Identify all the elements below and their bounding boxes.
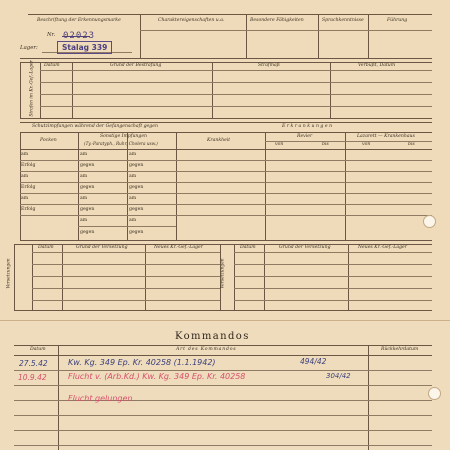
rule <box>40 94 432 95</box>
transfers-side-label-right: Versetzungen <box>220 258 226 289</box>
punish-col-date: Datum <box>44 63 60 68</box>
rule <box>234 300 432 301</box>
rule <box>14 415 432 416</box>
kommando-entry-date: 10.9.42 <box>18 373 47 382</box>
rule <box>368 14 369 58</box>
rule <box>140 30 432 31</box>
rule <box>20 122 432 123</box>
transfer-col-camp-right: Neues Kr.-Gef.-Lager <box>358 245 407 250</box>
rule <box>20 193 432 194</box>
rule <box>20 160 432 161</box>
rule <box>14 345 432 346</box>
vacc-mid-row: am <box>80 174 88 179</box>
rule <box>14 385 432 386</box>
vacc-mid-row: am <box>80 196 88 201</box>
kommando-col-date: Datum <box>30 347 46 352</box>
rule <box>28 14 432 15</box>
punish-col-penalty: Strafmaß <box>258 63 280 68</box>
punch-hole <box>428 387 441 400</box>
vacc-mid-row: am <box>80 218 88 223</box>
vacc-left-row: am <box>21 174 29 179</box>
vacc-col-other-sub: (Ty.-Paratyph., Ruhr, Cholera usw.) <box>84 141 158 146</box>
rule <box>14 310 432 311</box>
rule <box>32 276 220 277</box>
vacc-left-row: am <box>21 196 29 201</box>
vacc-left-row: Erfolg <box>21 207 36 212</box>
illnesses-title: Erkrankungen <box>282 124 334 129</box>
vacc-mid-row: gegen <box>80 185 95 190</box>
vacc-left-row: Erfolg <box>21 185 36 190</box>
transfer-col-reason-left: Grund der Versetzung <box>76 245 128 250</box>
vacc-right-row: gegen <box>129 163 144 168</box>
vacc-right-row: am <box>129 218 137 223</box>
rule <box>265 141 432 142</box>
kommando-entry-date: 27.5.42 <box>19 359 48 368</box>
rule <box>40 106 432 107</box>
rule <box>40 82 432 83</box>
kommando-col-type: Art des Kommandos <box>176 347 237 352</box>
rule <box>20 62 21 118</box>
rule <box>20 149 432 150</box>
transfer-col-date-right: Datum <box>240 245 256 250</box>
ill-col-illness: Krankheit <box>207 138 231 143</box>
vacc-right-row: gegen <box>129 207 144 212</box>
ill-col-hospital: Lazarett — Krankenhaus <box>357 134 415 139</box>
rule <box>234 276 432 277</box>
kommando-entry-extra: 304/42 <box>326 372 351 380</box>
kommando-entry-text: Kw. Kg. 349 Ep. Kr. 40258 (1.1.1942) <box>68 358 216 367</box>
kommando-col-return: Rückkehrdatum <box>381 347 419 352</box>
punish-col-served: Verbüßt, Datum <box>358 63 396 68</box>
transfer-col-camp-left: Neues Kr.-Gef.-Lager <box>154 245 203 250</box>
transfers-side-label-left: Versetzungen <box>6 258 12 289</box>
kommando-entry-text: Flucht gelungen <box>68 394 133 403</box>
vacc-mid-row: gegen <box>80 207 95 212</box>
rule <box>58 345 59 450</box>
transfer-col-date-left: Datum <box>38 245 54 250</box>
rule <box>40 70 432 71</box>
rule <box>14 355 432 356</box>
rule <box>14 430 432 431</box>
rule <box>20 240 432 241</box>
rule <box>368 345 369 450</box>
vacc-right-row: gegen <box>129 185 144 190</box>
abilities-label: Besondere Fähigkeiten <box>250 18 304 23</box>
vacc-right-row: am <box>129 174 137 179</box>
rule <box>140 14 141 58</box>
punishments-side-label: Strafen im Kr.-Gef.-Lager <box>29 60 35 117</box>
transfer-col-reason-right: Grund der Versetzung <box>279 245 331 250</box>
rule <box>32 288 220 289</box>
vacc-mid-row: am <box>80 152 88 157</box>
vacc-left-row: am <box>21 152 29 157</box>
nr-stamp: 02023 <box>63 31 96 41</box>
rule <box>234 264 432 265</box>
vaccinations-title: Schutzimpfungen während der Gefangenschaft gegen <box>32 124 158 129</box>
vacc-mid-row: gegen <box>80 163 95 168</box>
vacc-col-other: Sonstige Impfungen <box>100 134 148 139</box>
kommandos-title: Kommandos <box>175 331 250 342</box>
vacc-right-row: am <box>129 196 137 201</box>
kommando-entry-extra: 494/42 <box>300 357 327 366</box>
punish-col-reason: Grund der Bestrafung <box>110 63 162 68</box>
ill-sickbay-from: von <box>275 142 284 147</box>
rule <box>20 58 432 59</box>
rule <box>14 244 15 310</box>
rule <box>318 14 319 58</box>
rule <box>20 132 432 133</box>
vacc-right-row: gegen <box>129 230 144 235</box>
rule <box>32 264 220 265</box>
rule <box>32 300 220 301</box>
kommando-entry-text: Flucht v. (Arb.Kd.) Kw. Kg. 349 Ep. Kr. 40258 <box>68 372 246 381</box>
character-label: Charaktereigenschaften u.a. <box>158 18 225 23</box>
rule <box>20 182 432 183</box>
rule <box>14 445 432 446</box>
rule <box>20 171 432 172</box>
ill-hospital-from: von <box>362 142 371 147</box>
rule <box>14 370 432 371</box>
lager-label: Lager: <box>20 45 38 51</box>
conduct-label: Führung <box>387 18 408 23</box>
ill-hospital-to: bis <box>408 142 415 147</box>
vacc-left-row: Erfolg <box>21 163 36 168</box>
nr-strike <box>62 36 90 37</box>
rule <box>20 118 432 119</box>
rule <box>20 204 432 205</box>
languages-label: Sprachkenntnisse <box>322 18 364 23</box>
recognition-label: Beschriftung der Erkennungsmarke <box>37 18 121 23</box>
rule <box>32 252 220 253</box>
vacc-right-row: am <box>129 152 137 157</box>
rule <box>78 226 176 227</box>
lager-stamp: Stalag 339 <box>57 41 112 54</box>
ill-col-sickbay: Revier <box>297 134 313 139</box>
rule <box>246 14 247 58</box>
nr-label: Nr. <box>47 32 56 38</box>
rule <box>234 252 432 253</box>
rule <box>234 288 432 289</box>
vacc-col-pocken: Pocken <box>40 138 57 143</box>
rule <box>20 215 432 216</box>
punch-hole <box>423 215 436 228</box>
vacc-mid-row: gegen <box>80 230 95 235</box>
ill-sickbay-to: bis <box>322 142 329 147</box>
